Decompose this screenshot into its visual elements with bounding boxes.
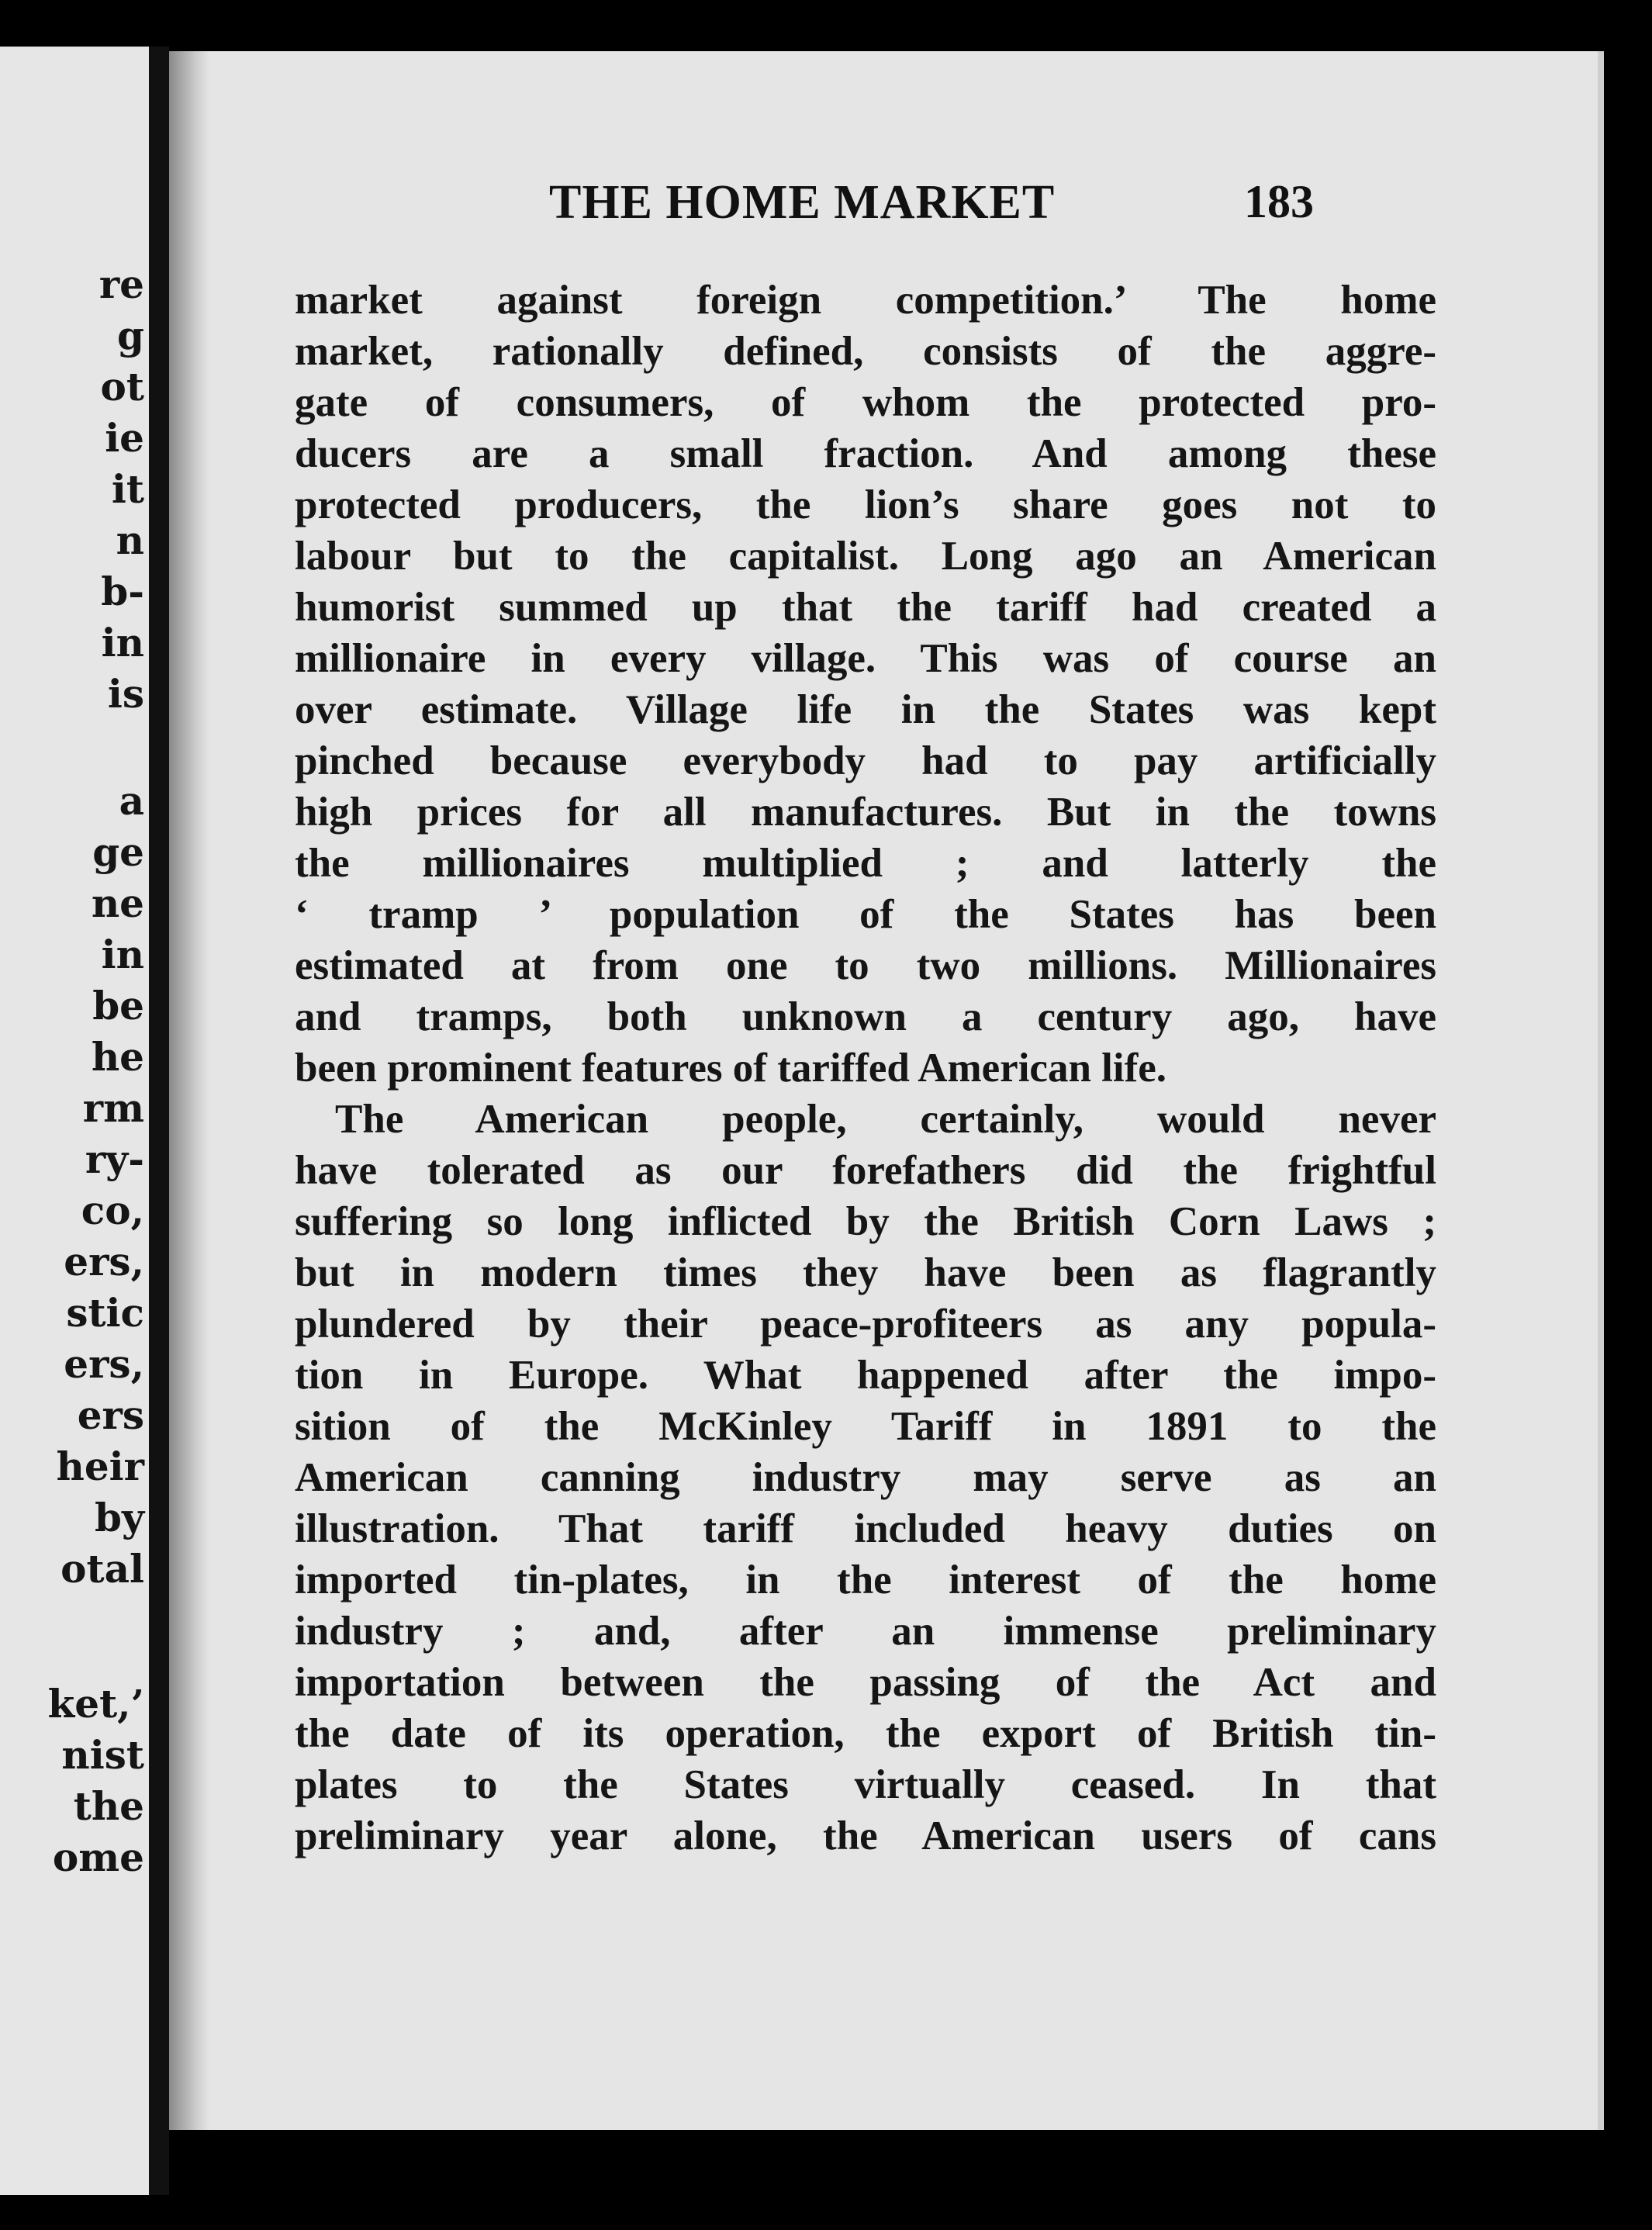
facing-page-text: b- <box>101 569 144 614</box>
text-line: market against foreign competition.’ The home <box>295 278 1436 323</box>
text-line: preliminary year alone, the American users of cans <box>295 1813 1436 1858</box>
facing-page-text: he <box>91 1034 144 1080</box>
page-spine-shadow <box>169 51 209 2130</box>
facing-page-text: nist <box>61 1732 144 1778</box>
text-line: labour but to the capitalist. Long ago an American <box>295 534 1436 579</box>
text-line: suffering so long inflicted by the British Corn Laws ; <box>295 1199 1436 1244</box>
facing-page-text: it <box>111 466 144 512</box>
facing-page-text: otal <box>60 1546 144 1592</box>
text-line: American canning industry may serve as an <box>295 1455 1436 1500</box>
facing-page-text: re <box>98 261 144 307</box>
book-gutter <box>149 47 169 2195</box>
facing-page-text: in <box>101 932 144 977</box>
text-line: estimated at from one to two millions. Millionaires <box>295 943 1436 988</box>
text-line: been prominent features of tariffed American life. <box>295 1046 1167 1091</box>
facing-page-text: the <box>73 1783 144 1829</box>
text-line: plundered by their peace-profiteers as any popula- <box>295 1302 1436 1347</box>
facing-page-text: ers, <box>64 1239 144 1284</box>
text-line: over estimate. Village life in the States was kept <box>295 687 1436 732</box>
text-line: millionaire in every village. This was of course an <box>295 636 1436 681</box>
text-line: pinched because everybody had to pay artificially <box>295 738 1436 783</box>
page-number: 183 <box>1244 176 1314 227</box>
facing-page-text: ers <box>77 1392 144 1438</box>
text-line: plates to the States virtually ceased. In that <box>295 1762 1436 1807</box>
text-line: sition of the McKinley Tariff in 1891 to the <box>295 1404 1436 1449</box>
text-line: ‘ tramp ’ population of the States has been <box>295 892 1436 937</box>
facing-page-text: be <box>92 983 144 1029</box>
text-line: protected producers, the lion’s share goes not to <box>295 482 1436 527</box>
facing-page-text: g <box>117 313 144 358</box>
facing-page-text: rm <box>82 1085 144 1131</box>
text-line: market, rationally defined, consists of the aggre- <box>295 329 1436 374</box>
book-page <box>169 51 1604 2130</box>
text-line: gate of consumers, of whom the protected pro- <box>295 380 1436 425</box>
facing-page-fragment <box>0 47 149 2195</box>
facing-page-text: by <box>94 1495 144 1540</box>
facing-page-text: ie <box>105 415 144 461</box>
text-line: ducers are a small fraction. And among these <box>295 431 1436 476</box>
text-line: industry ; and, after an immense preliminary <box>295 1609 1436 1654</box>
facing-page-text: stic <box>66 1290 144 1336</box>
facing-page-text: ers, <box>64 1341 144 1387</box>
text-line: humorist summed up that the tariff had created a <box>295 585 1436 630</box>
text-line: importation between the passing of the Act and <box>295 1660 1436 1705</box>
facing-page-text: ne <box>91 880 144 926</box>
text-line: the date of its operation, the export of British tin- <box>295 1711 1436 1756</box>
text-line: have tolerated as our forefathers did the frightful <box>295 1148 1436 1193</box>
text-line: but in modern times they have been as flagrantly <box>295 1250 1436 1295</box>
facing-page-text: in <box>101 620 144 666</box>
text-line: tion in Europe. What happened after the impo- <box>295 1353 1436 1398</box>
text-line: high prices for all manufactures. But in the towns <box>295 790 1436 835</box>
running-title: THE HOME MARKET <box>549 176 1056 229</box>
text-line: the millionaires multiplied ; and latterly the <box>295 841 1436 886</box>
facing-page-text: ot <box>100 364 144 410</box>
facing-page-text: ome <box>52 1834 144 1880</box>
facing-page-text: heir <box>56 1443 144 1489</box>
text-line: and tramps, both unknown a century ago, have <box>295 994 1436 1039</box>
text-line: illustration. That tariff included heavy duties on <box>295 1506 1436 1551</box>
facing-page-text: ry- <box>85 1136 144 1182</box>
text-line: The American people, certainly, would never <box>335 1097 1436 1142</box>
facing-page-text: a <box>119 778 144 824</box>
facing-page-text: co, <box>81 1188 144 1233</box>
text-line: imported tin-plates, in the interest of the home <box>295 1558 1436 1602</box>
facing-page-text: ge <box>92 829 144 875</box>
page-edge <box>1598 51 1604 2130</box>
facing-page-text: n <box>116 517 144 563</box>
facing-page-text: is <box>107 671 144 717</box>
facing-page-text: ket,’ <box>47 1681 144 1727</box>
